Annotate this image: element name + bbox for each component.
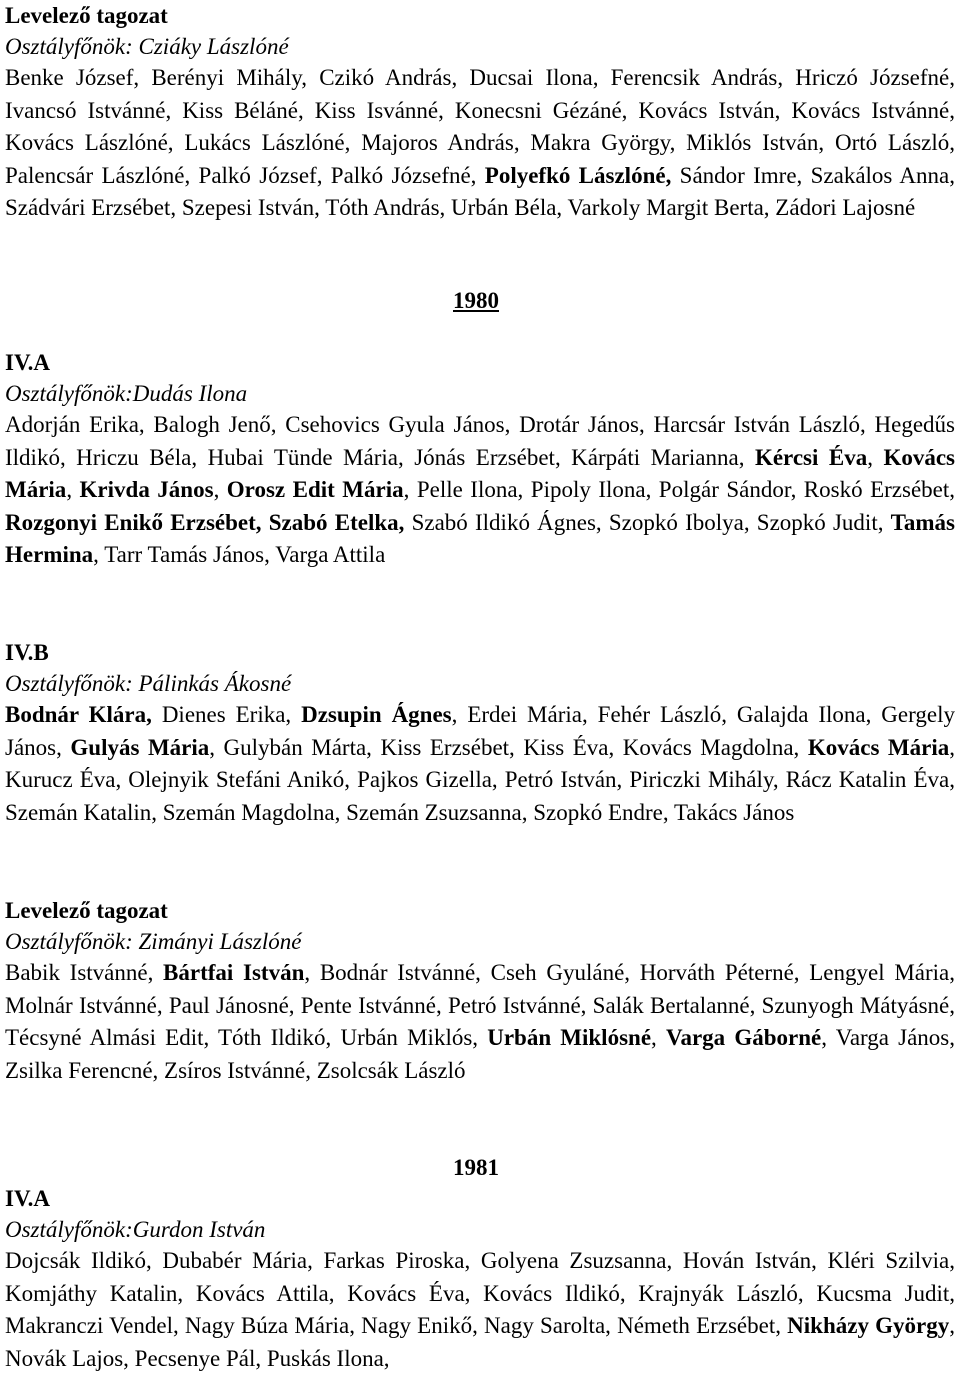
- name-run-bold: Nikházy György: [787, 1313, 950, 1338]
- name-run-bold: Dzsupin Ágnes: [301, 702, 452, 727]
- name-run: Dojcsák Ildikó, Dubabér Mária, Farkas Piroska, Golyena Zsuzsanna, Hován István, Kléri Szilvia, Komjáthy Katalin, Kovács Attila, Kovács Éva, Kovács Ildikó, Krajnyák László, Kucsma Judit, Makranczi Vendel, Nagy Búza Mária, Nagy Enikő, Nagy Sarolta, Németh Erzsébet,: [5, 1248, 955, 1338]
- name-run: Babik Istvánné,: [5, 960, 164, 985]
- name-run: Sándor Imre, Szakálos Anna, Szádvári Erzsébet, Szepesi István, Tóth András, Urbán Béla, Varkoly Margit Berta, Zádori Lajosné: [5, 162, 955, 220]
- name-run-bold: Bodnár Klára,: [5, 702, 152, 727]
- student-list: [5, 699, 955, 829]
- section-iva-1981: [5, 1183, 955, 1375]
- class-teacher: Osztályfőnök: Cziáky Lászlóné: [5, 34, 289, 59]
- name-run-bold: Urbán Miklósné: [487, 1025, 652, 1050]
- section-heading: Levelező tagozat: [5, 898, 168, 923]
- year-heading: 1980: [453, 288, 499, 313]
- name-run: , Tarr Tamás János, Varga Attila: [93, 542, 386, 567]
- name-run-bold: Kovács Mária: [5, 444, 955, 502]
- name-run-bold: Gulyás Mária: [70, 734, 210, 760]
- name-run: Adorján Erika, Balogh Jenő, Csehovics Gyula János, Drotár János, Harcsár István László, Hegedűs Ildikó, Hriczu Béla, Hubai Tünde Mária, Jónás Erzsébet, Kárpáti Marianna,: [5, 412, 955, 470]
- student-list: [5, 409, 955, 572]
- name-run: ,: [651, 1025, 666, 1050]
- name-run: Szabó Ildikó Ágnes, Szopkó Ibolya, Szopkó Judit,: [404, 509, 891, 535]
- name-run: ,: [213, 477, 227, 502]
- name-run-bold: Kércsi Éva: [754, 444, 868, 470]
- student-list: [5, 62, 955, 225]
- class-teacher: Osztályfőnök: Zimányi Lászlóné: [5, 929, 302, 954]
- year-heading: 1981: [453, 1155, 499, 1180]
- name-run-bold: Polyefkó Lászlóné,: [484, 162, 672, 188]
- name-run: , Novák Lajos, Pecsenye Pál, Puskás Ilona,: [5, 1313, 955, 1371]
- section-levelezo-1: [5, 0, 955, 225]
- class-teacher: Osztályfőnök:Dudás Ilona: [5, 381, 248, 406]
- name-run-bold: Orosz Edit Mária: [226, 477, 404, 502]
- section-heading: IV.A: [5, 1186, 50, 1211]
- class-teacher: Osztályfőnök:Gurdon István: [5, 1217, 266, 1242]
- name-run-bold: Krivda János: [79, 477, 214, 502]
- section-ivb-1980: [5, 637, 955, 829]
- name-run: , Erdei Mária, Fehér László, Galajda Ilona, Gergely János,: [5, 702, 955, 760]
- name-run: ,: [66, 477, 80, 502]
- name-run: , Varga János, Zsilka Ferencné, Zsíros Istvánné, Zsolcsák László: [5, 1025, 956, 1083]
- name-run: , Bodnár Istvánné, Cseh Gyuláné, Horváth Péterné, Lengyel Mária, Molnár Istvánné, Paul Jánosné, Pente Istvánné, Petró Istvánné, Salák Bertalanné, Szunyogh Mátyásné, Técsyné Almási Edit, Tóth Ildikó, Urbán Miklós,: [5, 960, 955, 1050]
- name-run-bold: Rozgonyi Enikő Erzsébet, Szabó Etelka,: [5, 509, 405, 535]
- name-run-bold: Varga Gáborné: [665, 1025, 822, 1050]
- section-iva-1980: [5, 347, 955, 572]
- name-run: Benke József, Berényi Mihály, Czikó András, Ducsai Ilona, Ferencsik András, Hriczó Józsefné, Ivancsó Istvánné, Kiss Béláné, Kiss Isvánné, Konecsni Gézáné, Kovács István, Kovács Istvánné, Kovács Lászlóné, Lukács Lászlóné, Majoros András, Makra György, Miklós István, Ortó László, Palencsár Lászlóné, Palkó József, Palkó Józsefné,: [5, 65, 955, 188]
- student-list: [5, 957, 955, 1087]
- class-teacher: Osztályfőnök: Pálinkás Ákosné: [5, 671, 292, 696]
- student-list: [5, 1245, 955, 1375]
- section-heading: IV.B: [5, 640, 49, 665]
- name-run: , Pelle Ilona, Pipoly Ilona, Polgár Sándor, Roskó Erzsébet,: [403, 477, 956, 502]
- name-run-bold: Tamás Hermina: [5, 509, 956, 567]
- section-heading: IV.A: [5, 350, 50, 375]
- name-run: , Kurucz Éva, Olejnyik Stefáni Anikó, Pajkos Gizella, Petró István, Piriczki Mihály, Rácz Katalin Éva, Szemán Katalin, Szemán Magdolna, Szemán Zsuzsanna, Szopkó Endre, Takács János: [5, 734, 955, 825]
- name-run: ,: [867, 444, 884, 470]
- name-run: Dienes Erika,: [151, 702, 302, 727]
- name-run-bold: Bártfai István: [163, 960, 305, 985]
- section-heading: Levelező tagozat: [5, 3, 168, 28]
- name-run: , Gulybán Márta, Kiss Erzsébet, Kiss Éva, Kovács Magdolna,: [209, 734, 808, 760]
- name-run-bold: Kovács Mária: [807, 734, 950, 760]
- section-levelezo-2: [5, 895, 955, 1087]
